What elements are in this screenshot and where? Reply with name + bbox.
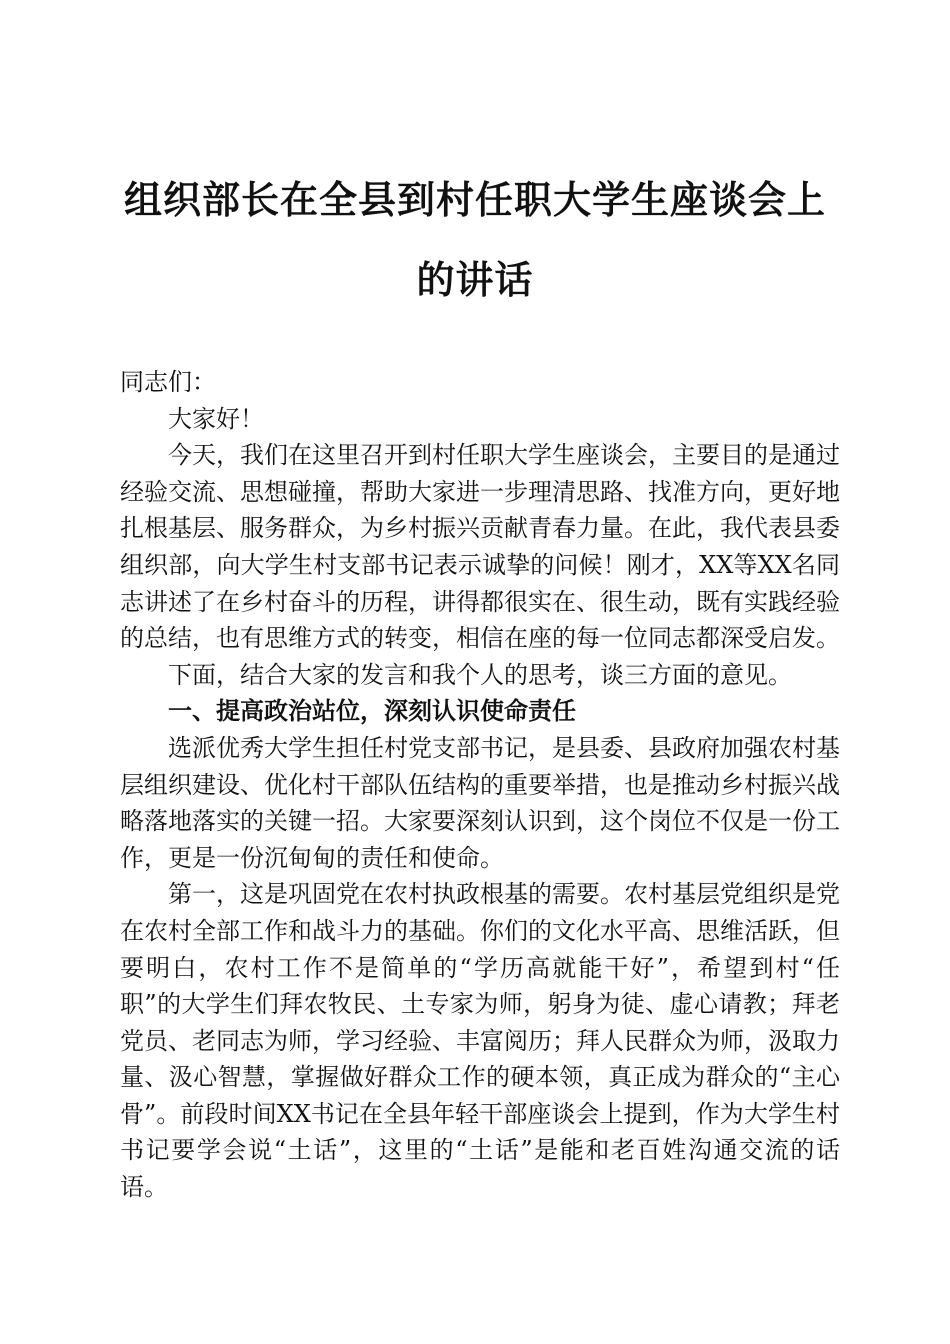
- document-body: [120, 364, 840, 1206]
- section1-paragraph: 第一，这是巩固党在农村执政根基的需要。农村基层党组织是党在农村全部工作和战斗力的基础。你们的文化水平高、思维活跃，但要明白，农村工作不是简单的“学历高就能干好”，希望到村“任职”的大学生们拜农牧民、土专家为师，躬身为徒、虚心请教；拜老党员、老同志为师，学习经验、丰富阅历；拜人民群众为师，汲取力量、汲心智慧，掌握做好群众工作的硬本领，真正成为群众的“主心骨”。前段时间XX书记在全县年轻干部座谈会上提到，作为大学生村书记要学会说“土话”，这里的“土话”是能和老百姓沟通交流的话语。: [120, 880, 840, 1202]
- document-title: 组织部长在全县到村任职大学生座谈会上的讲话: [123, 177, 826, 302]
- section-heading-1: 一、提高政治站位，深刻认识使命责任: [168, 697, 576, 726]
- salutation: 同志们：: [120, 368, 216, 396]
- paragraph-intro: 今天，我们在这里召开到村任职大学生座谈会，主要目的是通过经验交流、思想碰撞，帮助大家进一步理清思路、找准方向，更好地扎根基层、服务群众，为乡村振兴贡献青春力量。在此，我代表县委组织部，向大学生村支部书记表示诚挚的问候！刚才，XX等XX名同志讲述了在乡村奋斗的历程，讲得都很实在、很生动，既有实践经验的总结，也有思维方式的转变，相信在座的每一位同志都深受启发。: [120, 441, 840, 653]
- greeting: 大家好！: [168, 404, 264, 433]
- paragraph-outline: 下面，结合大家的发言和我个人的思考，谈三方面的意见。: [168, 660, 792, 689]
- section1-paragraph: 选派优秀大学生担任村党支部书记，是县委、县政府加强农村基层组织建设、优化村干部队伍结构的重要举措，也是推动乡村振兴战略落地落实的关键一招。大家要深刻认识到，这个岗位不仅是一份工作，更是一份沉甸甸的责任和使命。: [120, 733, 840, 872]
